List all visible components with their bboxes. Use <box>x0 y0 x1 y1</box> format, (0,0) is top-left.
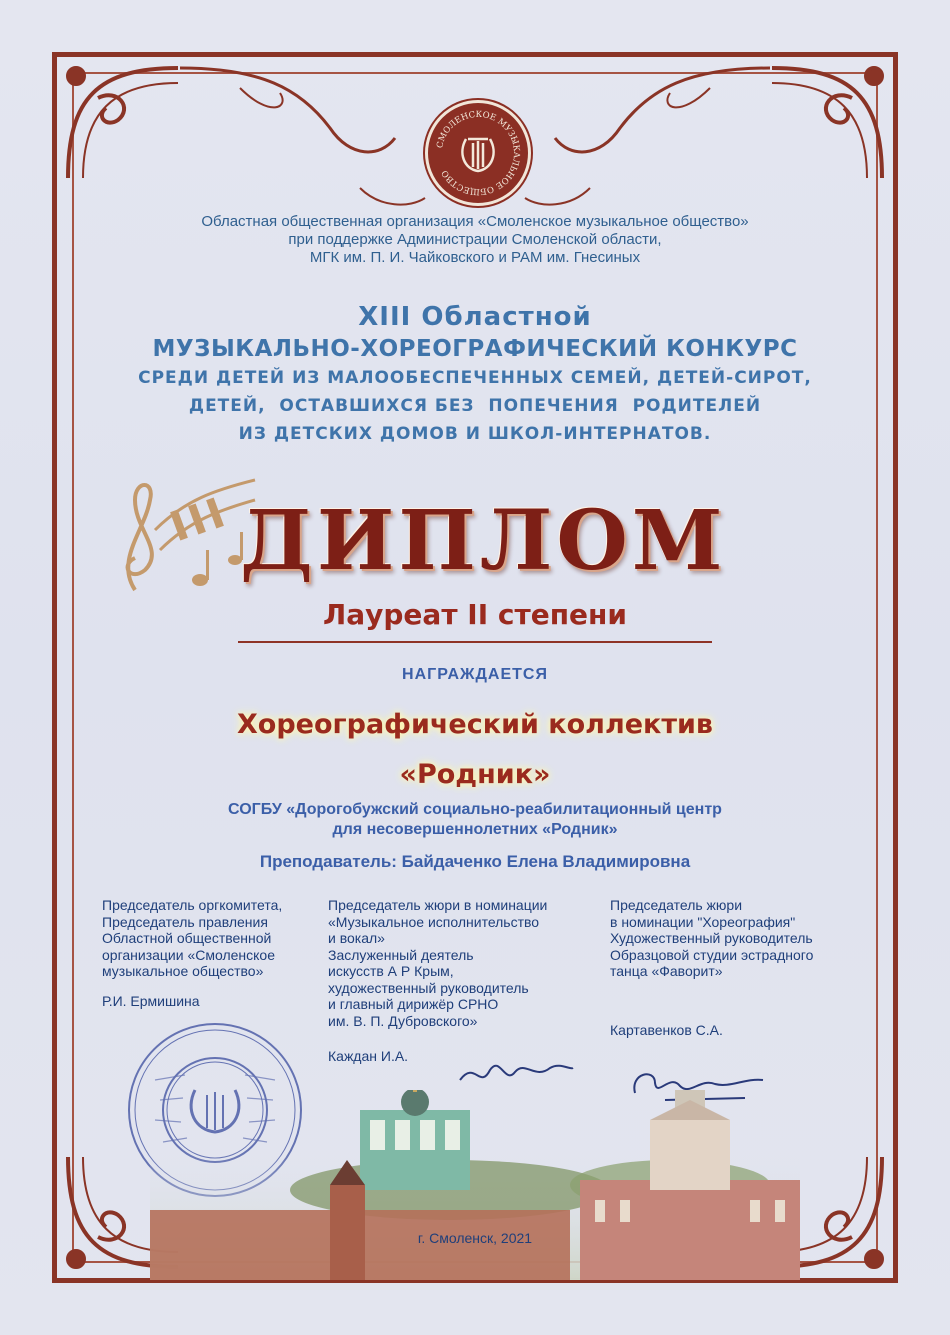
signatory-2-name: Каждан И.А. <box>328 1048 409 1064</box>
institution-line-1: СОГБУ «Дорогобужский социально-реабилитационный центр <box>228 801 722 818</box>
recipient-block <box>150 700 800 800</box>
signatory-line: Председатель оргкомитета, <box>102 897 283 913</box>
signatory-line: в номинации "Хореография" <box>610 913 796 930</box>
organizer-line: Областная общественная организация «Смоленское музыкальное общество» <box>201 213 749 230</box>
smolensk-cityscape-illustration <box>150 1090 800 1280</box>
lyre-icon <box>462 139 493 171</box>
signatory-line: Образцовой студии эстрадного <box>610 946 814 963</box>
signatory-3-title <box>610 897 860 980</box>
contest-line-5: ИЗ ДЕТСКИХ ДОМОВ И ШКОЛ-ИНТЕРНАТОВ. <box>238 424 712 444</box>
contest-title <box>100 300 850 448</box>
signatory-line: Заслуженный деятель <box>328 946 474 963</box>
signatory-1-name: Р.И. Ермишина <box>102 993 200 1009</box>
emblem-text: СМОЛЕНСКОЕ МУЗЫКАЛЬНОЕ ОБЩЕСТВО <box>435 109 522 197</box>
signatory-3-name: Картавенков С.А. <box>610 1022 723 1038</box>
signatory-line: «Музыкальное исполнительство <box>328 913 540 930</box>
institution-line-2: для несовершеннолетних «Родник» <box>332 821 618 838</box>
signatory-line: танца «Фаворит» <box>610 963 723 979</box>
place-and-year: г. Смоленск, 2021 <box>417 1230 533 1246</box>
signatory-line: Председатель жюри <box>610 897 743 913</box>
contest-line-2: МУЗЫКАЛЬНО-ХОРЕОГРАФИЧЕСКИЙ КОНКУРС <box>152 336 798 362</box>
signatory-line: Художественный руководитель <box>610 930 813 946</box>
signatory-1-title <box>102 897 317 980</box>
organizer-line: при поддержке Администрации Смоленской области, <box>288 231 662 248</box>
signatory-line: музыкальное общество» <box>102 963 264 979</box>
society-emblem <box>425 100 531 206</box>
awarded-label: НАГРАЖДАЕТСЯ <box>402 666 548 683</box>
diploma-title: ДИПЛОМ <box>240 493 727 589</box>
institution-block <box>150 800 800 840</box>
recipient-line-2: «Родник» <box>399 759 551 790</box>
laureate-degree: Лауреат II степени <box>322 598 627 631</box>
contest-line-1: XIII Областной <box>358 302 592 332</box>
signatory-line: и вокал» <box>328 930 385 946</box>
signatory-line: им. В. П. Дубровского» <box>328 1012 478 1029</box>
contest-line-3: СРЕДИ ДЕТЕЙ ИЗ МАЛООБЕСПЕЧЕННЫХ СЕМЕЙ, ДЕТЕЙ-СИРОТ, <box>138 368 812 388</box>
signatory-line: организации «Смоленское <box>102 946 276 963</box>
signatory-line: Председатель правления <box>102 913 268 930</box>
organizer-block <box>100 213 850 267</box>
signatory-line: художественный руководитель <box>328 979 529 996</box>
signatory-2-title <box>328 897 598 1029</box>
signatory-line: и главный дирижёр СРНО <box>328 996 499 1012</box>
signatory-line: Областной общественной <box>102 930 272 946</box>
signatory-line: Председатель жюри в номинации <box>328 897 548 913</box>
recipient-line-1: Хореографический коллектив <box>236 709 714 740</box>
organizer-line: МГК им. П. И. Чайковского и РАМ им. Гнесиных <box>309 249 641 266</box>
divider-line <box>238 641 712 643</box>
contest-line-4: ДЕТЕЙ, ОСТАВШИХСЯ БЕЗ ПОПЕЧЕНИЯ РОДИТЕЛЕЙ <box>188 396 762 416</box>
corner-ornament-top-left <box>58 58 188 188</box>
teacher-line: Преподаватель: Байдаченко Елена Владимировна <box>259 852 691 871</box>
signatory-line: искусств А Р Крым, <box>328 963 454 979</box>
corner-ornament-top-right <box>762 58 892 188</box>
